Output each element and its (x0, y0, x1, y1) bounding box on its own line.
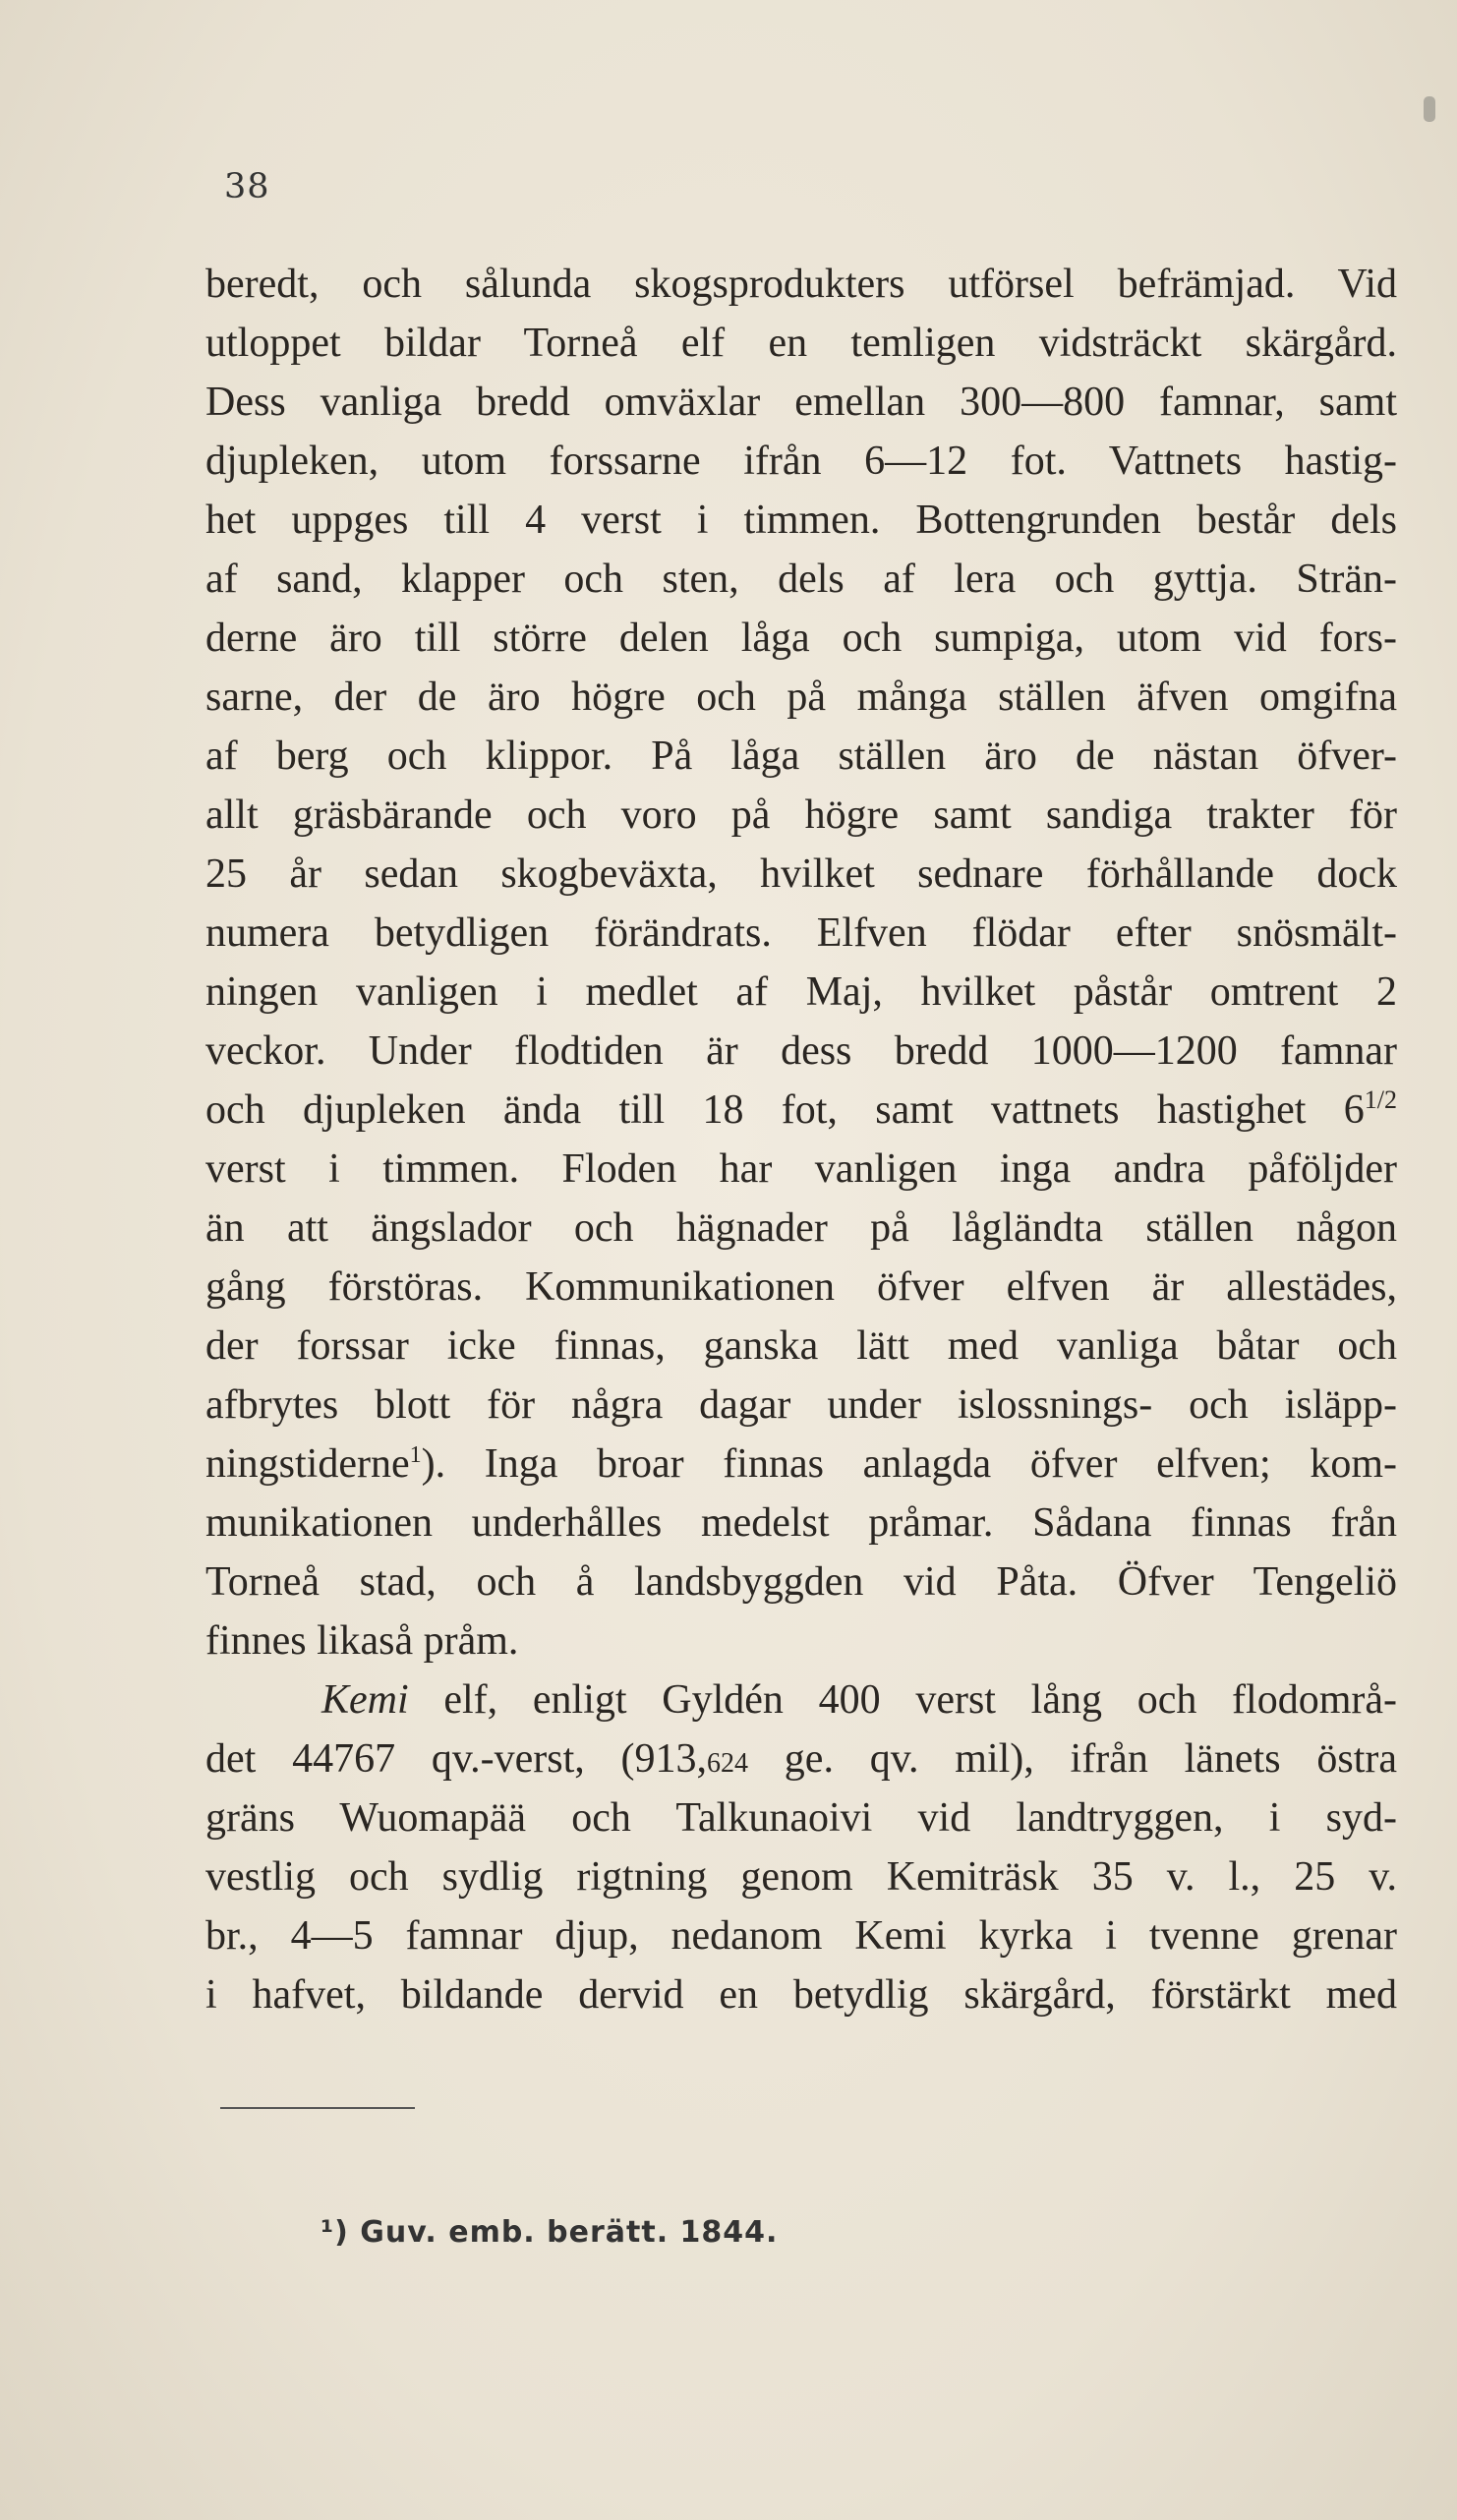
text-line: gång förstöras. Kommunikationen öfver elfven är allestädes, (205, 1264, 1397, 1310)
text-line: af berg och klippor. På låga ställen äro de nästan öfver- (205, 733, 1397, 779)
text-line: i hafvet, bildande dervid en betydlig skärgård, förstärkt med (205, 1972, 1397, 2018)
text-line: ningen vanligen i medlet af Maj, hvilket påstår omtrent 2 (205, 969, 1397, 1015)
small-digits: 624 (707, 1748, 749, 1779)
text-line: br., 4—5 famnar djup, nedanom Kemi kyrka i tvenne grenar (205, 1913, 1397, 1959)
text-line: verst i timmen. Floden har vanligen inga andra påföljder (205, 1146, 1397, 1192)
text-line: Dess vanliga bredd omväxlar emellan 300—800 famnar, samt (205, 380, 1397, 425)
scan-mark (1424, 96, 1435, 122)
river-name: Kemi (321, 1677, 409, 1723)
page-number: 38 (224, 167, 270, 206)
text-line (205, 1729, 1397, 1788)
footnote-reference: 1 (409, 1442, 422, 1468)
text-line: afbrytes blott för några dagar under islossnings- och isläpp- (205, 1382, 1397, 1428)
text-line-start: det 44767 qv.-verst, (913, (205, 1736, 708, 1782)
text-line: beredt, och sålunda skogsprodukters utförsel befrämjad. Vid (205, 262, 1397, 307)
text-line: än att ängslador och hägnader på lågländta ställen någon (205, 1205, 1397, 1251)
text-line: allt gräsbärande och voro på högre samt sandiga trakter för (205, 792, 1397, 838)
text-line-main: och djupleken ända till 18 fot, samt vattnets hastighet 6 (205, 1087, 1365, 1133)
text-line: vestlig och sydlig rigtning genom Kemiträsk 35 v. l., 25 v. (205, 1854, 1397, 1900)
text-line-end: ge. qv. mil), ifrån länets östra (748, 1736, 1397, 1782)
text-line: derne äro till större delen låga och sumpiga, utom vid fors- (205, 615, 1397, 661)
footnote: ¹) Guv. emb. berätt. 1844. (321, 2215, 779, 2250)
text-line: Torneå stad, och å landsbyggden vid Påta. Öfver Tengeliö (205, 1559, 1397, 1605)
text-line (321, 1670, 1397, 1729)
text-line (205, 1435, 1397, 1494)
text-line: het uppges till 4 verst i timmen. Bottengrunden består dels (205, 498, 1397, 543)
text-line-rest: elf, enligt Gyldén 400 verst lång och flodområ- (408, 1677, 1397, 1723)
fraction: 1/2 (1364, 1085, 1397, 1114)
footnote-divider (220, 2107, 415, 2109)
text-line: utloppet bildar Torneå elf en temligen vidsträckt skärgård. (205, 321, 1397, 366)
text-line: munikationen underhålles medelst pråmar. Sådana finnas från (205, 1500, 1397, 1546)
text-line: gräns Wuomapää och Talkunaoivi vid landtryggen, i syd- (205, 1795, 1397, 1841)
text-line: finnes likaså pråm. (205, 1618, 519, 1664)
text-line: der forssar icke finnas, ganska lätt med vanliga båtar och (205, 1323, 1397, 1369)
text-line: djupleken, utom forssarne ifrån 6—12 fot. Vattnets hastig- (205, 439, 1397, 484)
text-line (205, 1081, 1397, 1140)
text-line: 25 år sedan skogbeväxta, hvilket sednare förhållande dock (205, 851, 1397, 897)
text-line-start: ningstiderne (205, 1441, 410, 1487)
text-line-end: ). Inga broar finnas anlagda öfver elfven; kom- (421, 1441, 1397, 1487)
text-line: numera betydligen förändrats. Elfven flödar efter snösmält- (205, 910, 1397, 956)
text-line: veckor. Under flodtiden är dess bredd 1000—1200 famnar (205, 1028, 1397, 1074)
text-line: af sand, klapper och sten, dels af lera och gyttja. Strän- (205, 557, 1397, 602)
text-line: sarne, der de äro högre och på många ställen äfven omgifna (205, 674, 1397, 720)
